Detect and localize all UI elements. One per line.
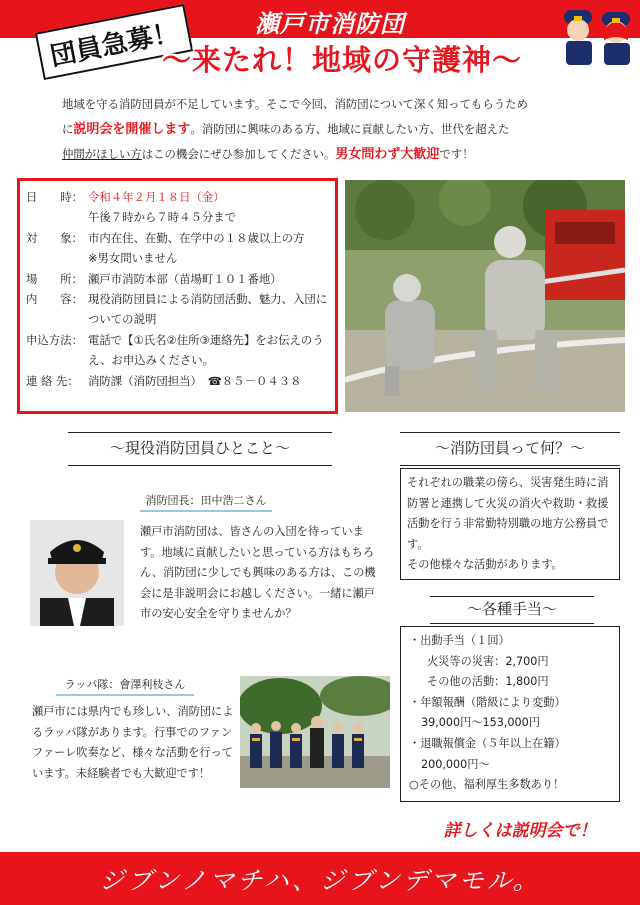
info-row-contact — [26, 371, 329, 391]
mascot-illustration — [560, 4, 636, 70]
allowance-detail: 200,000円～ — [421, 757, 490, 771]
info-label: 内 容： — [26, 292, 83, 307]
slogan-band — [0, 852, 640, 905]
chief-portrait — [30, 520, 124, 626]
info-place: 瀬戸市消防本部（苗場町１０１番地） — [88, 271, 282, 286]
what-text-2: その他様々な活動があります。 — [407, 558, 563, 572]
allowance-item: ・年額報酬（階級により変動） — [409, 695, 566, 709]
intro-text: に — [62, 122, 74, 136]
intro-highlight-session: 説明会を開催します — [73, 122, 191, 137]
info-row-date — [26, 187, 329, 207]
bugle-corps-photo — [240, 676, 390, 788]
info-label: 日 時： — [26, 190, 83, 204]
allowance-detail: その他の活動：1,800円 — [427, 675, 549, 689]
info-label: 場 所： — [26, 271, 83, 286]
allowance-item: ・出動手当（１回） — [409, 634, 510, 647]
info-time: 午後７時から７時４５分まで — [88, 210, 237, 225]
info-label: 連 絡 先： — [26, 373, 79, 388]
intro-paragraph — [62, 92, 582, 167]
firefighters-photo — [345, 180, 625, 412]
section-title-what: ～消防団員って何？～ — [400, 432, 620, 466]
headline: ～来たれ！地域の守護神～ — [161, 43, 522, 77]
chief-label: 消防団長：田中浩二さん — [140, 492, 272, 512]
slogan: ジブンノマチハ、ジブンデマモル。 — [99, 865, 541, 895]
intro-line-3 — [62, 142, 582, 167]
allowances-box — [400, 626, 620, 802]
allowance-detail: 火災等の災害：2,700円 — [427, 654, 549, 668]
chief-message: 瀬戸市消防団は、皆さんの入団を待っています。地域に貢献したいと思っている方はもちろん、消防団に少しでも興味のある方は、この機会に是非説明会にお越しください。一緒に瀬戸市の安心安全を守りませんか？ — [140, 525, 376, 621]
section-title-voices: ～現役消防団員ひとこと～ — [68, 432, 332, 466]
info-label: 対 象： — [26, 230, 83, 245]
bugle-message: 瀬戸市には県内でも珍しい、消防団によるラッパ隊があります。行事でのファンファーレ吹奏など、様々な活動を行っています。未経験者でも大歓迎です！ — [32, 705, 234, 780]
info-row-place — [26, 269, 329, 289]
info-contact: 消防課（消防団担当） ☎８５－０４３８ — [88, 373, 302, 388]
info-row-apply — [26, 330, 329, 371]
recruit-badge: 団員急募！ — [35, 4, 193, 80]
what-text: それぞれの職業の傍ら、災害発生時に消防署と連携して火災の消火や救助・救援活動を行う非常勤特別職の地方公務員です。 — [407, 476, 609, 551]
info-row-content — [26, 289, 329, 330]
section-title-allowances: ～各種手当～ — [430, 596, 594, 624]
info-row-target — [26, 228, 329, 248]
allowance-detail: 39,000円～153,000円 — [421, 716, 540, 730]
allowance-item: ○その他、福利厚生多数あり！ — [409, 778, 565, 792]
event-info-box — [17, 178, 338, 414]
info-target: 市内在住、在勤、在学中の１８歳以上の方 — [88, 230, 305, 245]
what-box — [400, 468, 620, 580]
intro-line-1: 地域を守る消防団員が不足しています。そこで今回、消防団について深く知ってもらうため — [62, 97, 528, 111]
intro-text: です！ — [439, 147, 474, 161]
intro-text: 。消防団に興味のある方、地域に貢献したい方、世代を超えた — [190, 122, 510, 136]
info-date: 令和４年２月１８日（金） — [88, 190, 225, 204]
intro-line-2 — [62, 117, 582, 142]
allowance-item: ・退職報償金（５年以上在籍） — [409, 736, 566, 750]
info-label: 申込方法： — [26, 332, 83, 347]
header-title: 瀬戸市消防団 — [255, 9, 405, 38]
intro-highlight-welcome: 男女問わず大歓迎 — [335, 147, 440, 162]
footer-note: 詳しくは説明会で！ — [443, 821, 597, 841]
info-content: 現役消防団員による消防団活動、魅力、入団についての説明 — [88, 292, 328, 327]
bugle-label: ラッパ隊：會澤利枝さん — [56, 676, 194, 696]
info-apply: 電話で【①氏名②住所③連絡先】をお伝えのうえ、お申込みください。 — [88, 332, 324, 368]
intro-text: はこの機会にぜひ参加してください。 — [141, 147, 336, 161]
info-target-note: ※男女問いません — [88, 251, 178, 266]
intro-underline-text: 仲間がほしい方 — [62, 147, 142, 161]
